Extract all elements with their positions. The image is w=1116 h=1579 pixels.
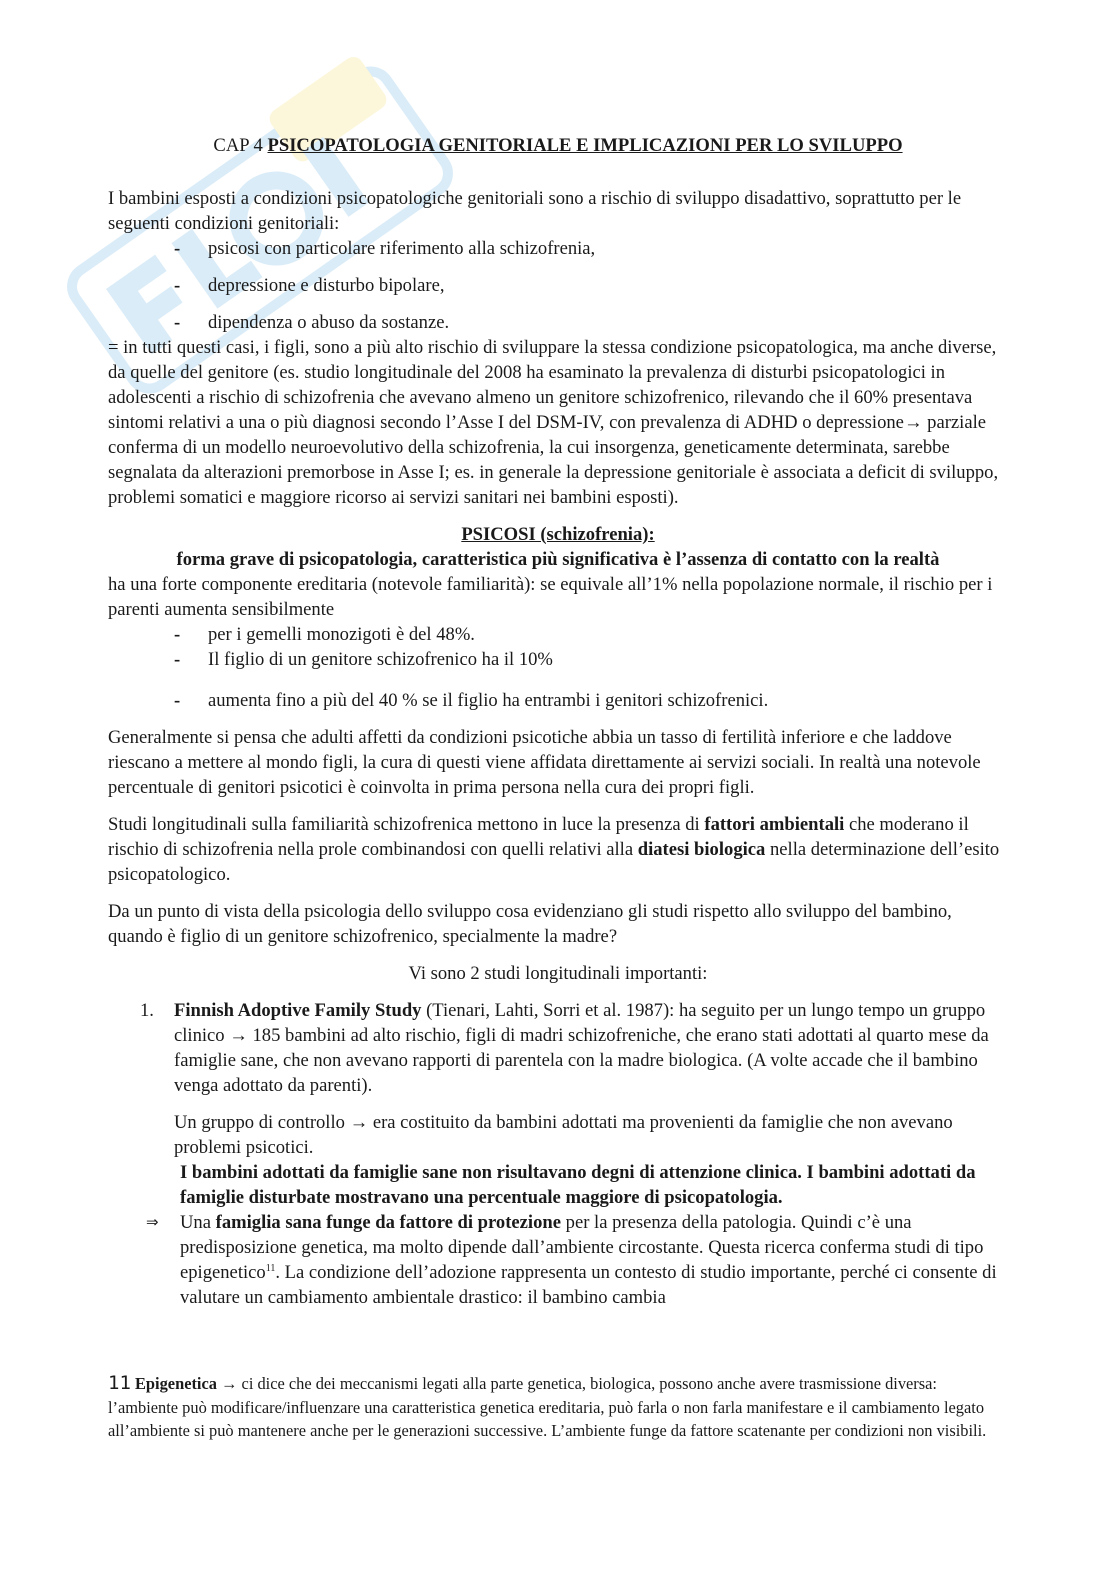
list-item-text: depressione e disturbo bipolare, xyxy=(208,275,445,296)
list-item-text: per i gemelli monozigoti è del 48%. xyxy=(208,624,475,645)
list-item: - dipendenza o abuso da sostanze. xyxy=(174,312,450,333)
footnote xyxy=(108,1372,1008,1443)
list-item: - Il figlio di un genitore schizofrenico ha il 10% xyxy=(174,649,553,670)
psicosi-heading-text: PSICOSI (schizofrenia) xyxy=(461,524,649,545)
section-heading-psicosi xyxy=(108,522,1008,547)
control-text-a: Un gruppo di controllo xyxy=(174,1112,350,1133)
para2-bold-a: fattori ambientali xyxy=(704,814,845,835)
footnote-text: ci dice che dei meccanismi legati alla parte genetica, biologica, possono anche avere trasmissione diversa: l’ambiente può modificare/influenzare una caratteristica genetica ereditaria, può farla o non farla manifestare e il cambiamento legato all’ambiente si può mantenere anche per le generazioni successive. L’ambiente funge da fattore scatenante per condizioni non visibili. xyxy=(108,1374,987,1440)
right-arrow-icon: → xyxy=(229,1025,248,1046)
right-arrow-icon: → xyxy=(903,412,923,433)
conditions-list xyxy=(108,236,1008,335)
continuation-paragraph xyxy=(108,335,1008,510)
right-arrow-icon: → xyxy=(221,1374,238,1393)
continuation-text-b: parziale conferma di un modello neuroevolutivo della schizofrenia, la cui insorgenza, geneticamente determinata, sarebbe segnalata da alterazioni premorbose in Asse I; es. in generale la depressione genitoriale è associata a deficit di sviluppo, problemi somatici e maggiore ricorso ai servizi sanitari nei bambini esposti). xyxy=(108,412,999,508)
footnote-number: 11 xyxy=(108,1372,131,1394)
double-arrow-icon: ⇒ xyxy=(146,1213,159,1231)
intro-paragraph: I bambini esposti a condizioni psicopatologiche genitoriali sono a rischio di sviluppo disadattivo, soprattutto per le seguenti condizioni genitoriali: xyxy=(108,188,962,234)
para2-text-c: che moderano il rischio di schizofrenia nella prole combinandosi con quelli relativi alla xyxy=(108,814,969,860)
paragraph-question: Da un punto di vista della psicologia dello sviluppo cosa evidenziano gli studi rispetto allo sviluppo del bambino, quando è figlio di un genitore schizofrenico, specialmente la madre? xyxy=(108,901,952,947)
title-main: PSICOPATOLOGIA GENITORIALE E IMPLICAZIONI PER LO SVILUPPO xyxy=(267,135,903,156)
conclusion-bold: famiglia sana funge da fattore di protezione xyxy=(215,1212,561,1233)
conclusion-text-c: . La condizione dell’adozione rappresenta un contesto di studio importante, perché ci consente di valutare un cambiamento ambientale drastico: il bambino cambia xyxy=(180,1262,997,1308)
psicosi-definition: forma grave di psicopatologia, caratteristica più significativa è l’assenza di contatto con la realtà xyxy=(176,549,940,570)
study-text-a: (Tienari, Lahti, Sorri et al. 1987): ha seguito per un lungo tempo un gruppo clinico xyxy=(174,1000,986,1046)
list-item-text: psicosi con particolare riferimento alla schizofrenia, xyxy=(208,238,596,259)
study-1 xyxy=(108,998,1008,1098)
study-number: 1. xyxy=(140,1000,154,1021)
control-group xyxy=(108,1110,1008,1160)
psicosi-heading-colon: : xyxy=(648,524,655,545)
list-item: - per i gemelli monozigoti è del 48%. xyxy=(174,624,475,645)
list-item: - psicosi con particolare riferimento alla schizofrenia, xyxy=(174,238,596,259)
title-prefix: CAP 4 xyxy=(213,135,268,156)
para2-text-d: nella determinazione dell’esito psicopatologico. xyxy=(108,839,1000,885)
study-text-b: 185 bambini ad alto rischio, figli di madri schizofreniche, che erano stati adottati al quarto mese da famiglie sane, che non avevano rapporti di parentela con la madre biologica. (A volte accade che il bambino venga adottato da parenti). xyxy=(174,1025,989,1096)
right-arrow-icon: → xyxy=(349,1112,369,1133)
paragraph-fertility: Generalmente si pensa che adulti affetti da condizioni psicotiche abbia un tasso di fertilità inferiore e che laddove riescano a mettere al mondo figli, la cura di questi viene affidata direttamente ai servizi sociali. In realtà una notevole percentuale di genitori psicotici è coinvolta in prima persona nella cura dei propri figli. xyxy=(108,727,981,798)
para2-text-a: Studi longitudinali sulla familiarità schizofrenica mettono in luce la presenza di xyxy=(108,814,705,835)
studies-intro: Vi sono 2 studi longitudinali importanti: xyxy=(408,963,708,984)
list-item: - aumenta fino a più del 40 % se il figlio ha entrambi i genitori schizofrenici. xyxy=(174,690,769,711)
study-conclusion xyxy=(108,1210,1008,1310)
risk-list xyxy=(108,622,1008,713)
study-finding: I bambini adottati da famiglie sane non risultavano degni di attenzione clinica. I bambini adottati da famiglie disturbate mostravano una percentuale maggiore di psicopatologia. xyxy=(180,1162,976,1208)
para2-bold-b: diatesi biologica xyxy=(637,839,766,860)
list-item-text: aumenta fino a più del 40 % se il figlio ha entrambi i genitori schizofrenici. xyxy=(208,690,769,711)
psicosi-heredity: ha una forte componente ereditaria (notevole familiarità): se equivale all’1% nella popolazione normale, il rischio per i parenti aumenta sensibilmente xyxy=(108,574,993,620)
list-item-text: dipendenza o abuso da sostanze. xyxy=(208,312,450,333)
page-title xyxy=(108,133,1008,158)
footnote-reference[interactable]: 11 xyxy=(265,1262,276,1274)
list-item-text: Il figlio di un genitore schizofrenico ha il 10% xyxy=(208,649,553,670)
conclusion-text-a: Una xyxy=(180,1212,216,1233)
paragraph-factors xyxy=(108,812,1008,887)
control-text-b: era costituito da bambini adottati ma provenienti da famiglie che non avevano problemi psicotici. xyxy=(174,1112,953,1158)
continuation-text-a: = in tutti questi casi, i figli, sono a più alto rischio di sviluppare la stessa condizione psicopatologica, ma anche diverse, da quelle del genitore (es. studio longitudinale del 2008 ha esaminato la prevalenza di disturbi psicopatologici in adolescenti a rischio di schizofrenia che avevano almeno un genitore schizofrenico, rilevando che il 60% presentava sintomi relativi a una o più diagnosi secondo l’Asse I del DSM-IV, con prevalenza di ADHD o depressione xyxy=(108,337,997,433)
conclusion-text-b: per la presenza della patologia. Quindi c’è una predisposizione genetica, ma molto dipende dall’ambiente circostante. Questa ricerca conferma studi di tipo epigenetico xyxy=(180,1212,984,1283)
main-content xyxy=(108,133,1008,1310)
list-item: - depressione e disturbo bipolare, xyxy=(174,275,445,296)
study-name: Finnish Adoptive Family Study xyxy=(174,1000,422,1021)
footnote-term: Epigenetica xyxy=(135,1374,217,1393)
